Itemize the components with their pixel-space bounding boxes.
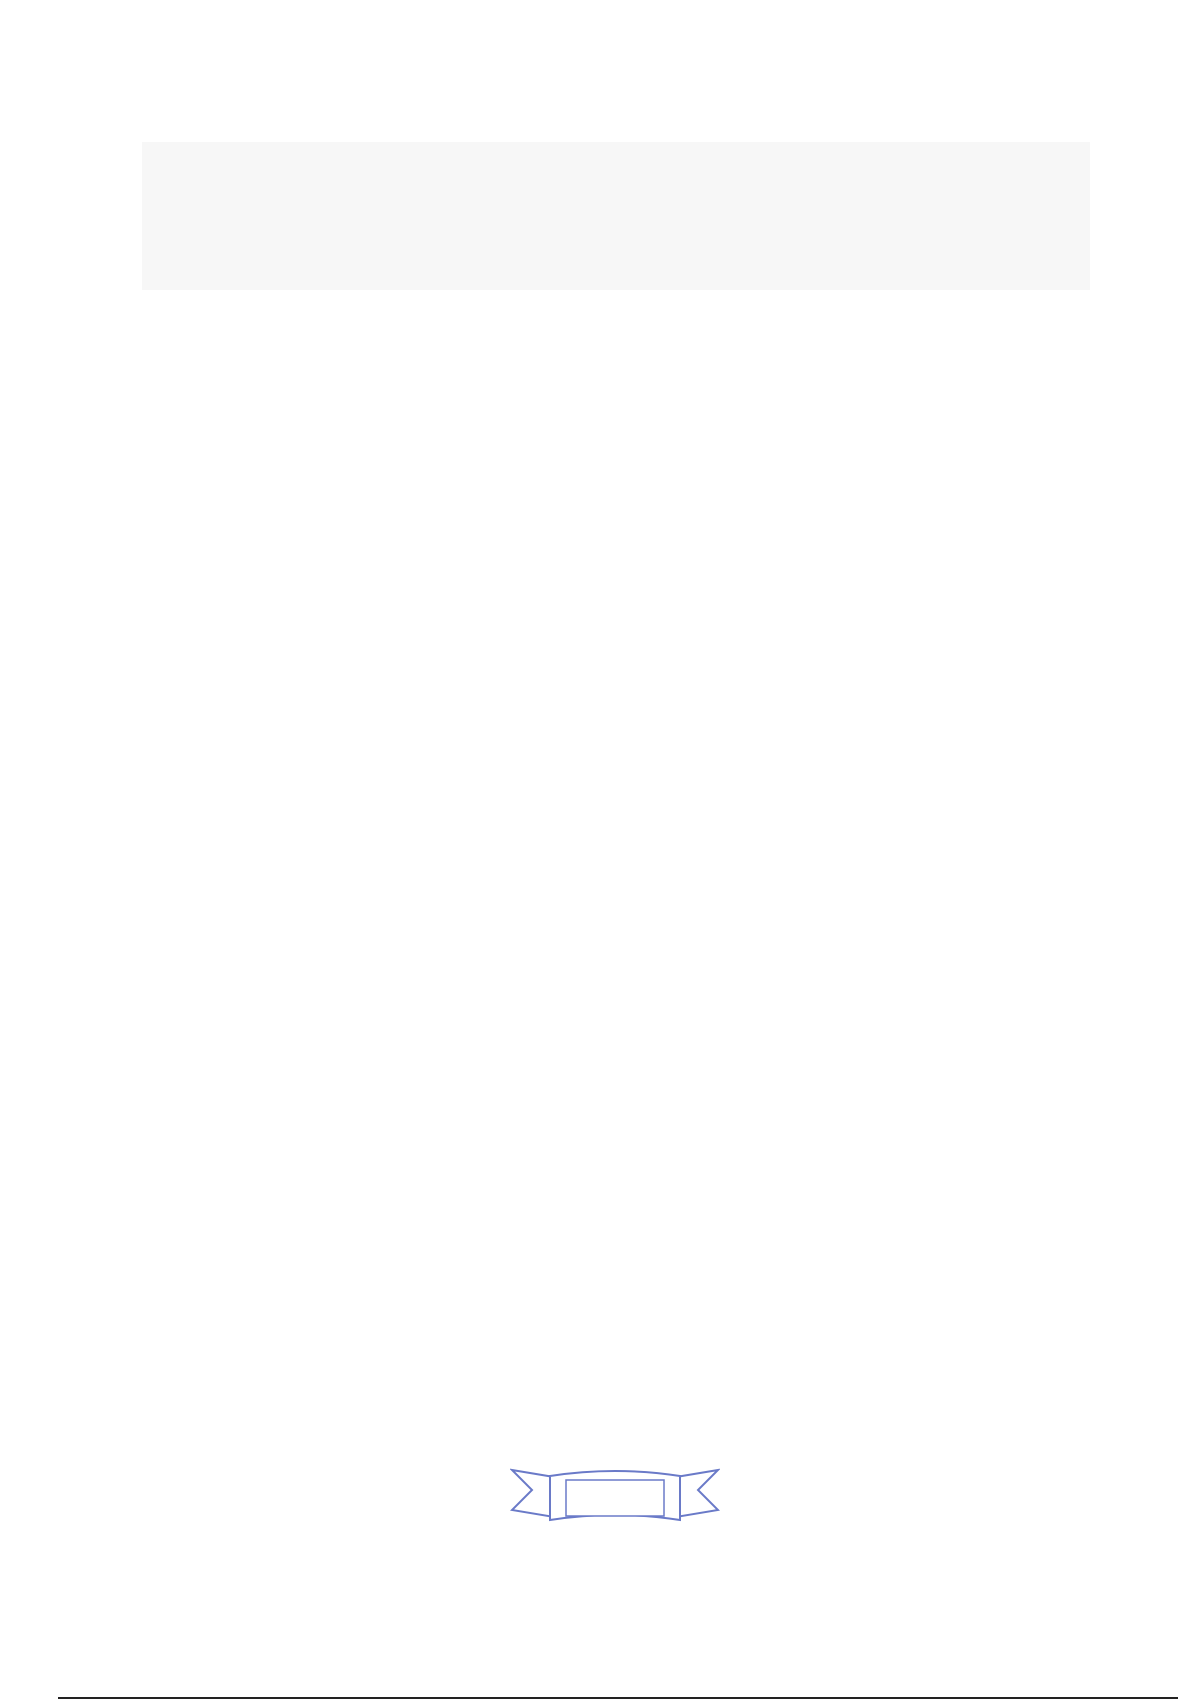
bottom-divider [58, 1697, 1178, 1699]
ribbon-banner-icon [510, 1458, 720, 1528]
title-box [142, 142, 1090, 290]
